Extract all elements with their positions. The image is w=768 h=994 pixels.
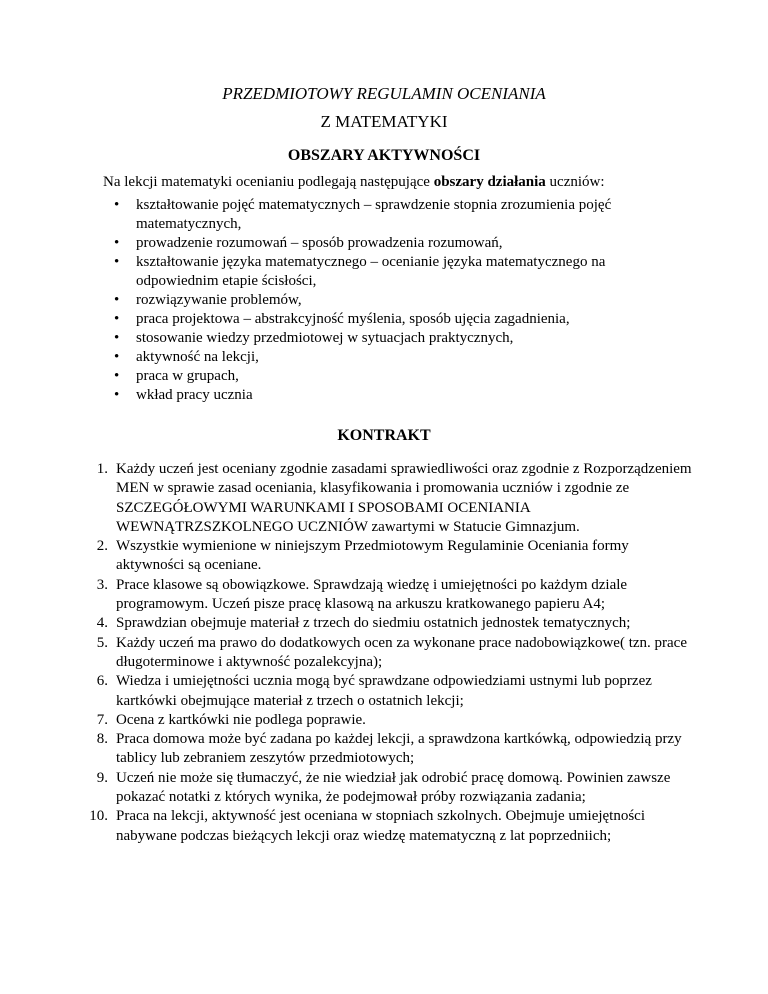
section-heading-obszary: OBSZARY AKTYWNOŚCI [287,147,481,164]
contract-item [80,537,700,576]
contract-item [80,672,700,711]
item-text: Sprawdzian obejmuje materiał z trzech do siedmiu ostatnich jednostek tematycznych; [116,615,631,632]
bullet-icon: • [114,349,120,365]
list-item [114,367,674,386]
item-number: 9. [96,769,108,786]
bullet-icon: • [114,368,120,384]
intro-text-before: Na lekcji matematyki ocenianiu podlegają następujące [103,174,434,190]
list-item-text: prowadzenie rozumowań – sposób prowadzenia rozumowań, [136,235,503,251]
list-item-text: wkład pracy ucznia [136,387,253,403]
bullet-icon: • [114,254,120,270]
item-number: 7. [96,711,108,728]
intro-text-after: uczniów: [545,174,605,190]
contract-item [80,614,700,633]
item-text: Praca na lekcji, aktywność jest oceniana w stopniach szkolnych. Obejmuje umiejętności nabywane podczas bieżących lekcji oraz wiedzę matematyczną z lat poprzedniich; [116,808,646,844]
item-text: Uczeń nie może się tłumaczyć, że nie wiedział jak odrobić pracę domową. Powinien zawsze pokazać notatki z których wynika, że podejmował próby rozwiązania zadania; [116,769,671,806]
item-text: Prace klasowe są obowiązkowe. Sprawdzają wiedzę i umiejętności po każdym dziale programowym. Uczeń pisze pracę klasową na arkuszu kratkowanego papieru A4; [116,576,628,613]
item-number: 2. [96,538,108,555]
list-item [114,348,674,367]
item-text: Wiedza i umiejętności ucznia mogą być sprawdzane odpowiedziami ustnymi lub poprzez kartkówki obejmujące materiał z trzech o ostatnich lekcji; [116,673,652,709]
item-text: Wszystkie wymienione w niniejszym Przedmiotowym Regulaminie Oceniania formy aktywności są oceniane. [116,538,629,574]
section-heading-kontrakt: KONTRAKT [337,427,431,444]
item-text: Praca domowa może być zadana po każdej lekcji, a sprawdzona kartkówką, odpowiedzią przy tablicy lub zebraniem zeszytów przedmiotowych; [116,731,682,767]
item-number: 6. [96,673,108,690]
contract-item [80,576,700,615]
intro-paragraph [103,173,733,192]
item-number: 8. [96,731,108,748]
list-item [114,253,674,291]
item-number: 1. [96,461,108,477]
list-item-text: aktywność na lekcji, [136,349,259,365]
list-item [114,234,674,253]
list-item [114,196,674,234]
item-text: Każdy uczeń jest oceniany zgodnie zasadami sprawiedliwości oraz zgodnie z Rozporządzeniem MEN w sprawie zasad oceniania, klasyfikowania i promowania uczniów i zgodnie ze SZCZEGÓŁOWYMI WARUNKAMI I SPOSOBAMI OCENIANIA WEWNĄTRZSZKOLNEGO UCZNIÓW zawartymi w Statucie Gimnazjum. [116,461,692,535]
list-item [114,291,674,310]
list-item-text: kształtowanie języka matematycznego – ocenianie języka matematycznego na odpowiednim etapie ścisłości, [136,254,606,289]
bullet-icon: • [114,311,120,327]
bullet-icon: • [114,330,120,346]
contract-list [80,460,700,846]
list-item [114,329,674,348]
list-item [114,310,674,329]
document-title: PRZEDMIOTOWY REGULAMIN OCENIANIA [222,84,546,103]
bullet-icon: • [114,387,120,403]
item-number: 5. [96,634,108,651]
item-text: Każdy uczeń ma prawo do dodatkowych ocen za wykonane prace nadobowiązkowe( tzn. prace długoterminowe i aktywność pozalekcyjna); [116,634,687,670]
contract-item [80,711,700,730]
item-text: Ocena z kartkówki nie podlega poprawie. [116,711,366,728]
bullet-icon: • [114,235,120,251]
list-item-text: kształtowanie pojęć matematycznych – sprawdzenie stopnia zrozumienia pojęć matematycznych, [136,197,612,232]
contract-item [80,460,700,537]
list-item-text: stosowanie wiedzy przedmiotowej w sytuacjach praktycznych, [136,330,514,346]
contract-item [80,807,700,846]
bullet-icon: • [114,292,120,308]
list-item [114,386,674,405]
contract-item [80,769,700,808]
activity-areas-list [114,196,674,405]
item-number: 3. [96,576,108,593]
document-subtitle: Z MATEMATYKI [320,112,448,131]
item-number: 10. [89,808,108,825]
list-item-text: rozwiązywanie problemów, [136,292,302,308]
item-number: 4. [96,615,108,632]
intro-text-bold: obszary działania [433,174,546,190]
list-item-text: praca projektowa – abstrakcyjność myślenia, sposób ujęcia zagadnienia, [136,311,570,327]
contract-item [80,730,700,769]
list-item-text: praca w grupach, [136,368,239,384]
bullet-icon: • [114,197,120,213]
contract-item [80,634,700,673]
